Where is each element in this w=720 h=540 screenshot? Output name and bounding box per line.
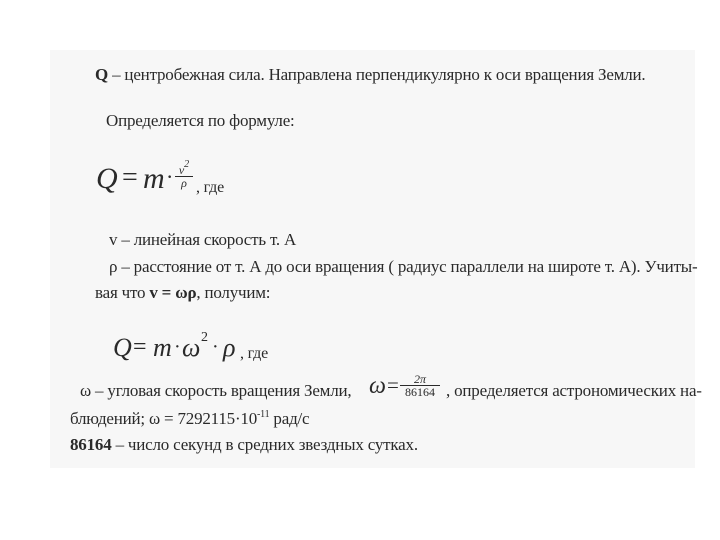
obs-post: рад/с <box>269 409 310 428</box>
formula1-num: v <box>178 163 185 177</box>
def-distance-rho: ρ – расстояние от т. А до оси вращения ( радиус параллели на широте т. А). Учиты- <box>109 257 698 276</box>
formula2-mass: m <box>153 333 172 362</box>
formula1-lhs: Q <box>96 162 118 195</box>
def-cont-pre: вая что <box>95 283 150 302</box>
symbol-q: Q <box>95 65 109 84</box>
def-cont-relation: v = ωρ <box>149 283 197 302</box>
omega-den: 86164 <box>405 385 435 399</box>
sidereal-seconds: 86164 <box>70 435 112 454</box>
formula1-den: ρ <box>181 176 187 190</box>
def-linear-velocity: v – линейная скорость т. А <box>109 230 297 249</box>
sidereal-text: – число секунд в средних звездных сутках. <box>111 435 418 454</box>
formula1-suffix: , где <box>196 179 225 196</box>
def-angular-velocity: ω – угловая скорость вращения Земли, <box>80 381 352 400</box>
formula2-lhs: Q <box>113 333 132 362</box>
obs-exp: -11 <box>257 409 270 420</box>
formula2-suffix: , где <box>240 345 269 362</box>
formula2-dot2: · <box>212 336 219 358</box>
omega-lhs: ω <box>369 373 386 399</box>
formula2-rho: ρ <box>223 333 236 362</box>
obs-pre: блюдений; ω = 7292115·10 <box>70 409 258 428</box>
def-continuation <box>95 284 270 301</box>
formula2-exp: 2 <box>201 330 208 345</box>
formula1-dot: · <box>166 164 174 189</box>
omega-fraction <box>400 373 440 398</box>
observations-line <box>70 410 309 427</box>
formula-intro: Определяется по формуле: <box>106 111 295 130</box>
formula2-omega: ω <box>182 333 201 362</box>
line1-text: – центробежная сила. Направлена перпендикулярно к оси вращения Земли. <box>108 65 646 84</box>
formula2-equals: = <box>133 334 147 360</box>
formula1-num-exp: 2 <box>184 159 190 170</box>
formula2-dot1: · <box>174 336 181 358</box>
def-angular-continuation: , определяется астрономических на- <box>446 381 702 400</box>
omega-equals: = <box>387 373 399 397</box>
formula1-mass: m <box>143 162 165 195</box>
line-centrifugal-force <box>95 66 645 83</box>
sidereal-day-line <box>70 436 418 453</box>
def-cont-post: , получим: <box>196 283 271 302</box>
formula1-equals: = <box>122 162 138 193</box>
formula1-fraction <box>175 160 193 189</box>
omega-num: 2π <box>413 372 426 386</box>
